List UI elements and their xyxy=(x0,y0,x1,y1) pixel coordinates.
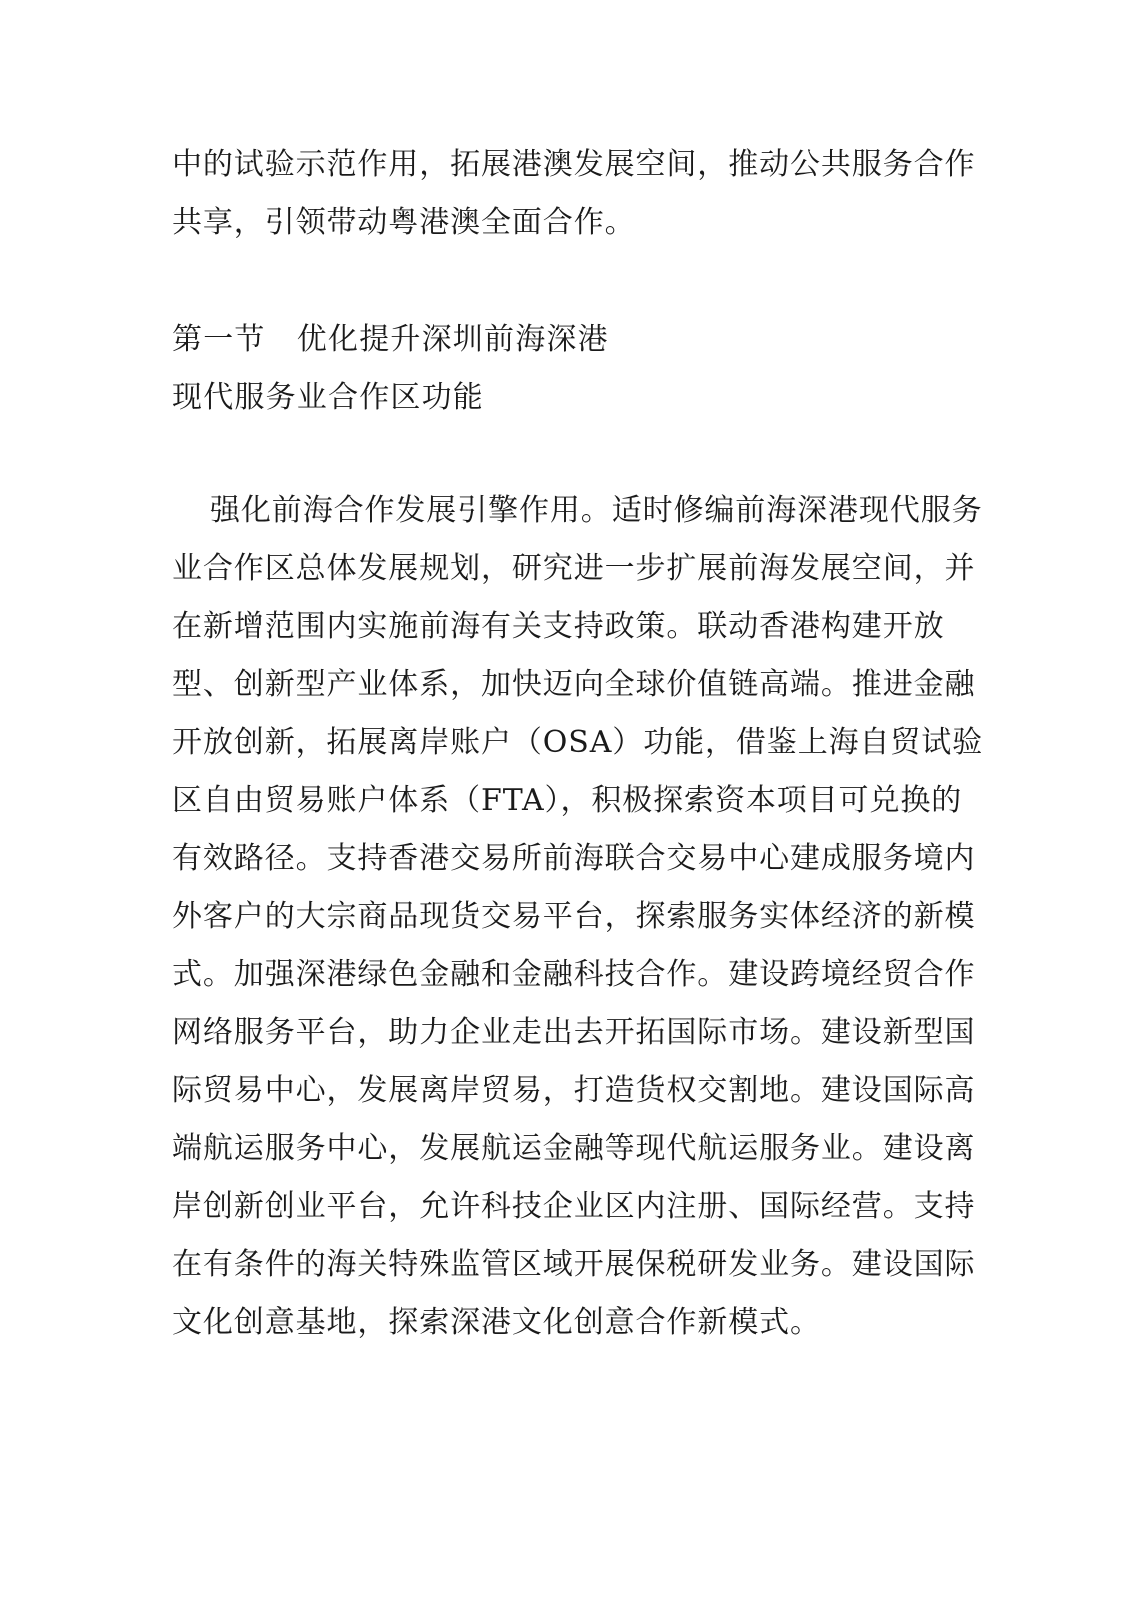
paragraph-line: 端航运服务中心，发展航运金融等现代航运服务业。建设离 xyxy=(172,1131,976,1166)
paragraph-line: 业合作区总体发展规划，研究进一步扩展前海发展空间，并 xyxy=(172,551,976,586)
paragraph-line: 强化前海合作发展引擎作用。适时修编前海深港现代服务 xyxy=(210,493,983,528)
paragraph-line: 外客户的大宗商品现货交易平台，探索服务实体经济的新模 xyxy=(172,899,976,934)
paragraph-line: 有效路径。支持香港交易所前海联合交易中心建成服务境内 xyxy=(172,841,976,876)
intro-paragraph xyxy=(172,136,976,252)
paragraph-line: 中的试验示范作用，拓展港澳发展空间，推动公共服务合作 xyxy=(172,147,976,182)
paragraph-line: 式。加强深港绿色金融和金融科技合作。建设跨境经贸合作 xyxy=(172,957,976,992)
section-heading-line-2: 现代服务业合作区功能 xyxy=(172,380,484,415)
paragraph-line: 型、创新型产业体系，加快迈向全球价值链高端。推进金融 xyxy=(172,667,976,702)
paragraph-line: 际贸易中心，发展离岸贸易，打造货权交割地。建设国际高 xyxy=(172,1073,976,1108)
section-heading xyxy=(172,311,952,427)
paragraph-line: 共享，引领带动粤港澳全面合作。 xyxy=(172,205,636,240)
paragraph-line: 开放创新，拓展离岸账户（OSA）功能，借鉴上海自贸试验 xyxy=(172,725,984,760)
section-heading-line-1: 第一节 优化提升深圳前海深港 xyxy=(172,322,609,357)
paragraph-line: 文化创意基地，探索深港文化创意合作新模式。 xyxy=(172,1305,821,1340)
paragraph-line: 区自由贸易账户体系（FTA），积极探索资本项目可兑换的 xyxy=(172,783,963,818)
paragraph-line: 岸创新创业平台，允许科技企业区内注册、国际经营。支持 xyxy=(172,1189,976,1224)
paragraph-line: 在有条件的海关特殊监管区域开展保税研发业务。建设国际 xyxy=(172,1247,976,1282)
paragraph-line: 网络服务平台，助力企业走出去开拓国际市场。建设新型国 xyxy=(172,1015,976,1050)
body-paragraph xyxy=(172,482,984,1352)
paragraph-line: 在新增范围内实施前海有关支持政策。联动香港构建开放 xyxy=(172,609,945,644)
